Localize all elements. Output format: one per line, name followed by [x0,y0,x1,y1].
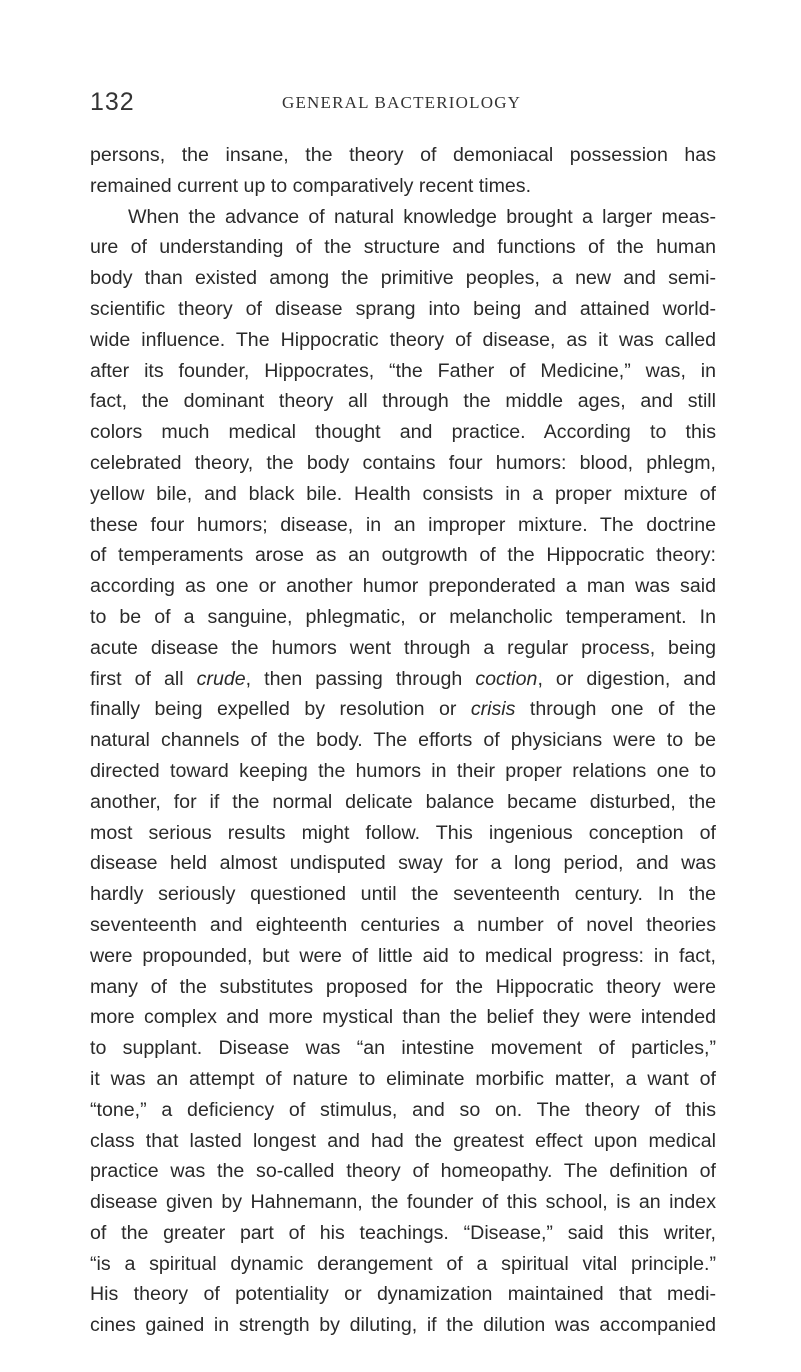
text-line: seventeenth and eighteenth centuries a number of novel theories [90,913,716,936]
text-run: through one of the [515,698,716,721]
text-line: disease given by Hahnemann, the founder of this school, is an index [90,1191,716,1214]
text-line [90,664,716,695]
page-header [90,88,716,118]
text-line: “is a spiritual dynamic derangement of a spiritual vital principle.” [90,1252,716,1275]
running-head: GENERAL BACTERIOLOGY [282,93,522,112]
text-line: of the greater part of his teachings. “Disease,” said this writer, [90,1221,716,1244]
text-line: it was an attempt of nature to eliminate morbific matter, a want of [90,1067,716,1090]
text-line: body than existed among the primitive peoples, a new and semi- [90,267,716,290]
text-line: more complex and more mystical than the belief they were intended [90,1006,716,1029]
italic-term: crisis [470,698,516,721]
text-line [90,694,716,725]
text-line: another, for if the normal delicate balance became disturbed, the [90,790,716,813]
text-line: natural channels of the body. The efforts of physicians were to be [90,729,716,752]
page-number: 132 [90,88,135,116]
text-run: finally being expelled by resolution or [90,698,471,721]
text-line: disease held almost undisputed sway for a long period, and was [90,852,716,875]
text-line: “tone,” a deficiency of stimulus, and so on. The theory of this [90,1098,716,1121]
text-line: of temperaments arose as an outgrowth of the Hippocratic theory: [90,544,716,567]
text-line: most serious results might follow. This ingenious conception of [90,821,716,844]
text-line: directed toward keeping the humors in their proper relations one to [90,759,716,782]
text-line: many of the substitutes proposed for the Hippocratic theory were [90,975,716,998]
text-line: colors much medical thought and practice. According to this [90,421,716,444]
text-line: hardly seriously questioned until the seventeenth century. In the [90,883,716,906]
text-line: cines gained in strength by diluting, if the dilution was accompanied [90,1314,716,1337]
text-line: acute disease the humors went through a regular process, being [90,636,716,659]
text-run: , then passing through [245,667,476,690]
text-line: were propounded, but were of little aid to medical progress: in fact, [90,944,716,967]
text-line: When the advance of natural knowledge brought a larger meas- [128,205,716,228]
text-line: after its founder, Hippocrates, “the Father of Medicine,” was, in [90,359,716,382]
text-line: these four humors; disease, in an improper mixture. The doctrine [90,513,716,536]
text-run: first of all [90,667,197,690]
italic-term: crude [196,667,246,690]
body-text [90,140,716,1341]
text-line: according as one or another humor preponderated a man was said [90,575,716,598]
text-line: remained current up to comparatively recent times. [90,174,532,197]
text-line: ure of understanding of the structure and functions of the human [90,236,716,259]
text-line: scientific theory of disease sprang into being and attained world- [90,297,716,320]
text-line: practice was the so-called theory of homeopathy. The definition of [90,1160,716,1183]
text-line: fact, the dominant theory all through the middle ages, and still [90,390,716,413]
text-line: yellow bile, and black bile. Health consists in a proper mixture of [90,482,716,505]
text-line: class that lasted longest and had the greatest effect upon medical [90,1129,716,1152]
italic-term: coction [475,667,538,690]
text-line: His theory of potentiality or dynamization maintained that medi- [90,1283,716,1306]
text-run: , or digestion, and [537,667,716,690]
text-line: persons, the insane, the theory of demoniacal possession has [90,144,716,166]
text-line: to supplant. Disease was “an intestine movement of particles,” [90,1037,716,1060]
text-line: celebrated theory, the body contains four humors: blood, phlegm, [90,451,716,474]
text-line: to be of a sanguine, phlegmatic, or melancholic temperament. In [90,605,716,628]
text-line: wide influence. The Hippocratic theory of disease, as it was called [90,328,716,351]
